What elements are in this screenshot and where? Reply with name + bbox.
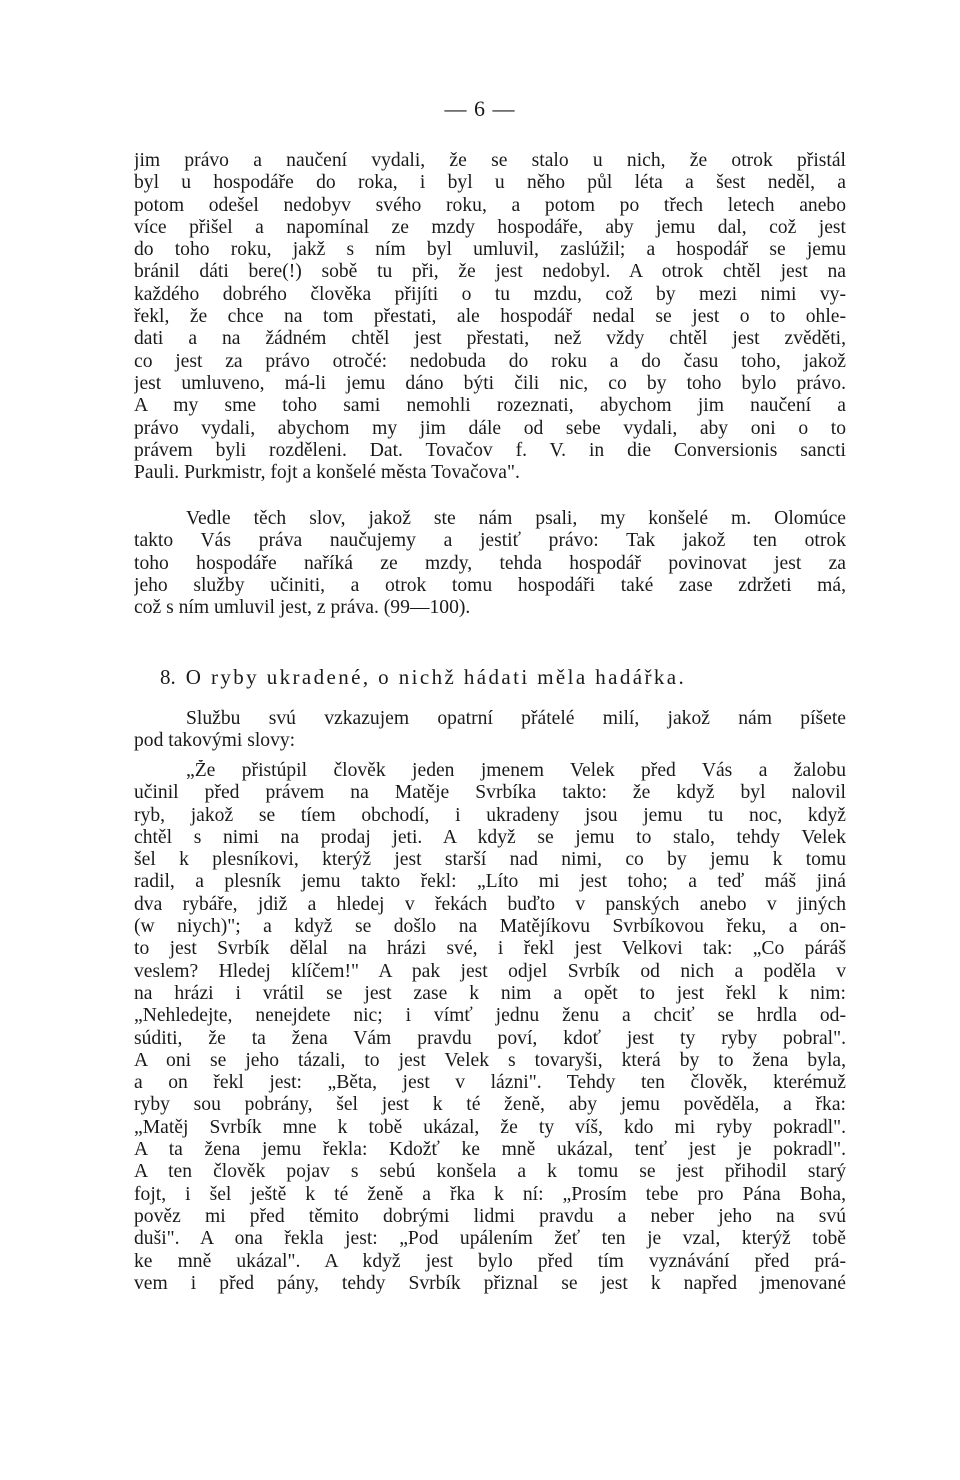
- text-line: vem i před pány, tehdy Svrbík přiznal se jest k napřed jmenované: [134, 1272, 846, 1294]
- paragraph-3: [134, 708, 846, 753]
- text-line: právem byli rozděleni. Dat. Tovačov f. V. in die Conversionis sancti: [134, 439, 846, 461]
- text-line: ryby sou pobrány, šel jest k té ženě, aby jemu pověděla, a řka:: [134, 1094, 846, 1116]
- text-line: fojt, i šel ještě k té ženě a řka k ní: „Prosím tebe pro Pána Boha,: [134, 1183, 846, 1205]
- text-line: každého dobrého člověka přijíti o tu mzdu, což by mezi nimi vy-: [134, 283, 846, 305]
- text-line: jim právo a naučení vydali, že se stalo u nich, že otrok přistál: [134, 150, 846, 171]
- text-line: „Že přistúpil člověk jeden jmenem Velek před Vás a žalobu: [186, 760, 846, 781]
- text-line: Službu svú vzkazujem opatrní přátelé milí, jakož nám píšete: [186, 708, 846, 729]
- text-line: co jest za právo otročé: nedobuda do roku a do času toho, jakož: [134, 350, 846, 372]
- text-line: takto Vás práva naučujemy a jestiť právo: Tak jakož ten otrok: [134, 530, 846, 552]
- section-heading: [160, 662, 860, 692]
- text-line: potom odešel nedobyv svého roku, a potom po třech letech anebo: [134, 194, 846, 216]
- text-line: do toho roku, jakž s ním byl umluvil, zaslúžil; a hospodář se jemu: [134, 239, 846, 261]
- text-line: to jest Svrbík dělal na hrázi své, i řekl jest Velkovi tak: „Co páráš: [134, 938, 846, 960]
- text-line: ke mně ukázal". A když jest bylo před tím vyznávání před prá-: [134, 1250, 846, 1272]
- text-line: duši". A ona řekla jest: „Pod upálením žeť ten je vzal, kterýž tobě: [134, 1228, 846, 1250]
- text-line: chtěl s nimi na prodaj jeti. A když se jemu to stalo, tehdy Velek: [134, 826, 846, 848]
- text-line: pod takovými slovy:: [134, 730, 296, 752]
- text-line: Pauli. Purkmistr, fojt a konšelé města Tovačova".: [134, 462, 520, 484]
- text-line: radil, a plesník jemu takto řekl: „Líto mi jest toho; a teď máš jiná: [134, 871, 846, 893]
- page-number: — 6 —: [444, 96, 516, 121]
- text-line: A oni se jeho tázali, to jest Velek s tovaryši, která by to žena byla,: [134, 1049, 846, 1071]
- text-line: A ten člověk pojav s sebú konšela a k tomu se jest přihodil starý: [134, 1161, 846, 1183]
- text-line: řekl, že chce na tom přestati, ale hospodář nedal se jest o to ohle-: [134, 306, 846, 328]
- text-line: ryb, jakož se tíem obchodí, i ukradeny jsou jemu tu noc, když: [134, 804, 846, 826]
- text-line: (w niych)"; a když se došlo na Matějíkovu Svrbíkovou řeku, a on-: [134, 916, 846, 938]
- text-line: toho hospodáře naříká ze mzdy, tehda hospodář povinovat jest za: [134, 552, 846, 574]
- text-line: bránil dáti bere(!) sobě tu při, že jest nedobyl. A otrok chtěl jest na: [134, 261, 846, 283]
- section-number: 8.: [160, 665, 176, 689]
- text-line: a on řekl jest: „Běta, jest v lázni". Tehdy ten člověk, kterémuž: [134, 1072, 846, 1094]
- text-line: pověz mi před těmito dobrými lidmi pravdu a neber jeho na svú: [134, 1205, 846, 1227]
- paragraph-4: [134, 760, 846, 1295]
- text-line: učinil před právem na Matěje Svrbíka takto: že když byl nalovil: [134, 782, 846, 804]
- text-line: právo vydali, abychom my jim dále od sebe vydali, aby oni o to: [134, 417, 846, 439]
- text-line: což s ním umluvil jest, z práva. (99—100).: [134, 597, 471, 619]
- text-line: veslem? Hledej klíčem!" A pak jest odjel Svrbík od nich a poděla v: [134, 960, 846, 982]
- text-line: více přišel a napomínal ze mzdy hospodáře, aby jemu dal, což jest: [134, 216, 846, 238]
- text-line: byl u hospodáře do roka, i byl u něho půl léta a šest neděl, a: [134, 172, 846, 194]
- text-line: dva rybáře, jdiž a hledej v řekách buďto v panských anebo v jiných: [134, 893, 846, 915]
- text-line: súditi, že ta žena Vám pravdu poví, kdoť jest ty ryby pobral".: [134, 1027, 846, 1049]
- text-line: dati a na žádném chtěl jest přestati, než vždy chtěl jest zvěděti,: [134, 328, 846, 350]
- text-line: šel k plesníkovi, kterýž jest starší nad nimi, co by jemu k tomu: [134, 849, 846, 871]
- text-line: jest umluveno, má-li jemu dáno býti čili nic, co by toho bylo právo.: [134, 372, 846, 394]
- section-title: O ryby ukradené, o nichž hádati měla hadářka.: [185, 665, 687, 689]
- paragraph-2: [134, 508, 846, 619]
- text-line: jeho služby učiniti, a otrok tomu hospodáři také zase zdržeti má,: [134, 574, 846, 596]
- text-line: A my sme toho sami nemohli rozeznati, abychom jim naučení a: [134, 395, 846, 417]
- text-line: A ta žena jemu řekla: Kdožť ke mně ukázal, tenť jest je pokradl".: [134, 1139, 846, 1161]
- text-line: Vedle těch slov, jakož ste nám psali, my konšelé m. Olomúce: [186, 508, 846, 529]
- text-line: na hrázi i vrátil se jest zase k nim a opět to jest řekl k nim:: [134, 982, 846, 1004]
- paragraph-1: [134, 150, 846, 484]
- text-line: „Matěj Svrbík mne k tobě ukázal, že ty víš, kdo mi ryby pokradl".: [134, 1116, 846, 1138]
- text-line: „Nehledejte, nenejdete nic; i vímť jednu ženu a chciť se hrdla od-: [134, 1005, 846, 1027]
